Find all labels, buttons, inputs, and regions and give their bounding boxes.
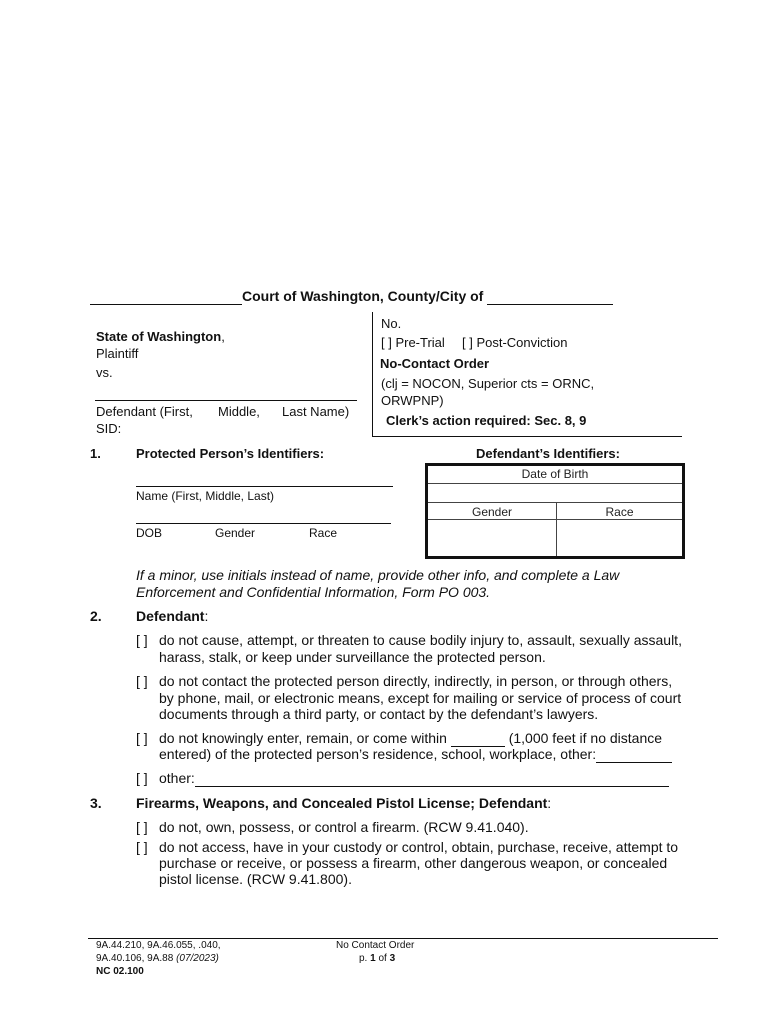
box-dob-field[interactable]: [428, 483, 682, 503]
minor-note-2: Enforcement and Confidential Information, Form PO 003.: [136, 584, 491, 600]
section2-heading: Defendant:: [136, 608, 209, 624]
s2-item3-line1: do not knowingly enter, remain, or come within (1,000 feet if no distance: [159, 730, 663, 746]
s2-item4-line1: other:: [159, 770, 669, 787]
defendant-identifiers-heading: Defendant’s Identifiers:: [476, 446, 620, 461]
s3-item2-line2: purchase or receive, or possess a firearm, other dangerous weapon, or concealed: [159, 855, 668, 871]
footer-doc-title: No Contact Order: [336, 940, 415, 951]
box-dob-label: Date of Birth: [521, 467, 589, 481]
other-blank[interactable]: [195, 770, 669, 787]
other-location-blank[interactable]: [596, 746, 672, 763]
protected-name-label: Name (First, Middle, Last): [136, 489, 275, 503]
section1-heading: Protected Person’s Identifiers:: [136, 446, 325, 461]
court-name-blank[interactable]: [90, 288, 242, 305]
protected-dob-label: DOB: [136, 526, 163, 540]
county-blank[interactable]: [487, 288, 613, 305]
case-number-label: No.: [381, 316, 402, 331]
protected-dob-line[interactable]: [136, 523, 391, 524]
plaintiff-name: State of Washington,: [96, 329, 225, 344]
s2-item2-line3: documents through a third party, or contact by the defendant’s lawyers.: [159, 706, 599, 722]
postconviction-checkbox[interactable]: [ ] Post-Conviction: [462, 335, 568, 350]
caption-divider: [372, 312, 373, 437]
s3-item2-checkbox[interactable]: [ ]: [136, 839, 148, 855]
distance-blank[interactable]: [451, 730, 505, 747]
section1-number: 1.: [90, 446, 101, 461]
section3-number: 3.: [90, 795, 102, 811]
box-race-label: Race: [605, 505, 634, 519]
footer-form-number: NC 02.100: [96, 966, 144, 977]
protected-race-label: Race: [309, 526, 338, 540]
plaintiff-role: Plaintiff: [96, 346, 139, 361]
s2-item2-line2: by phone, mail, or electronic means, except for mailing or service of process of court: [159, 690, 682, 706]
versus: vs.: [96, 365, 113, 380]
defendant-identifiers-box: [425, 463, 685, 559]
order-codes-2: ORWPNP): [381, 393, 444, 408]
section2-number: 2.: [90, 608, 102, 624]
s2-item3-line2: entered) of the protected person’s residence, school, workplace, other:: [159, 746, 672, 763]
minor-note-1: If a minor, use initials instead of name, provide other info, and complete a Law: [136, 567, 620, 583]
court-title-line: [90, 288, 613, 305]
s2-item1-checkbox[interactable]: [ ]: [136, 632, 148, 648]
s2-item2-line1: do not contact the protected person directly, indirectly, in person, or through others,: [159, 673, 673, 689]
sid-label: SID:: [96, 421, 122, 436]
court-title: Court of Washington, County/City of: [242, 288, 484, 304]
footer-rule: [88, 938, 718, 939]
footer-statutes-2: 9A.40.106, 9A.88 (07/2023): [96, 953, 219, 964]
clerk-action: Clerk’s action required: Sec. 8, 9: [386, 413, 587, 428]
caption-bottom-rule: [372, 436, 682, 437]
box-race-field[interactable]: [557, 520, 682, 556]
s3-item1-checkbox[interactable]: [ ]: [136, 819, 148, 835]
defendant-label: Defendant (First, Middle, Last Name): [96, 404, 350, 419]
s2-item2-checkbox[interactable]: [ ]: [136, 673, 148, 689]
s3-item2-line3: pistol license. (RCW 9.41.800).: [159, 871, 352, 887]
s2-item3-checkbox[interactable]: [ ]: [136, 730, 148, 746]
defendant-name-line[interactable]: [95, 400, 357, 401]
s2-item4-checkbox[interactable]: [ ]: [136, 770, 148, 786]
s2-item1-line1: do not cause, attempt, or threaten to cause bodily injury to, assault, sexually assault,: [159, 632, 682, 648]
s2-item1-line2: harass, stalk, or keep under surveillance the protected person.: [159, 649, 546, 665]
footer-page-number: p. 1 of 3: [359, 953, 396, 964]
protected-name-line[interactable]: [136, 486, 393, 487]
s3-item2-line1: do not access, have in your custody or control, obtain, purchase, receive, attempt to: [159, 839, 679, 855]
box-gender-label: Gender: [471, 505, 513, 519]
order-codes-1: (clj = NOCON, Superior cts = ORNC,: [381, 376, 595, 391]
s3-item1-line1: do not, own, possess, or control a firearm. (RCW 9.41.040).: [159, 819, 529, 835]
pretrial-checkbox[interactable]: [ ] Pre-Trial: [381, 335, 445, 350]
footer-statutes-1: 9A.44.210, 9A.46.055, .040,: [96, 940, 221, 951]
protected-gender-label: Gender: [215, 526, 256, 540]
order-title: No-Contact Order: [380, 356, 490, 371]
section3-heading: Firearms, Weapons, and Concealed Pistol License; Defendant:: [136, 795, 552, 811]
box-gender-field[interactable]: [428, 520, 556, 556]
